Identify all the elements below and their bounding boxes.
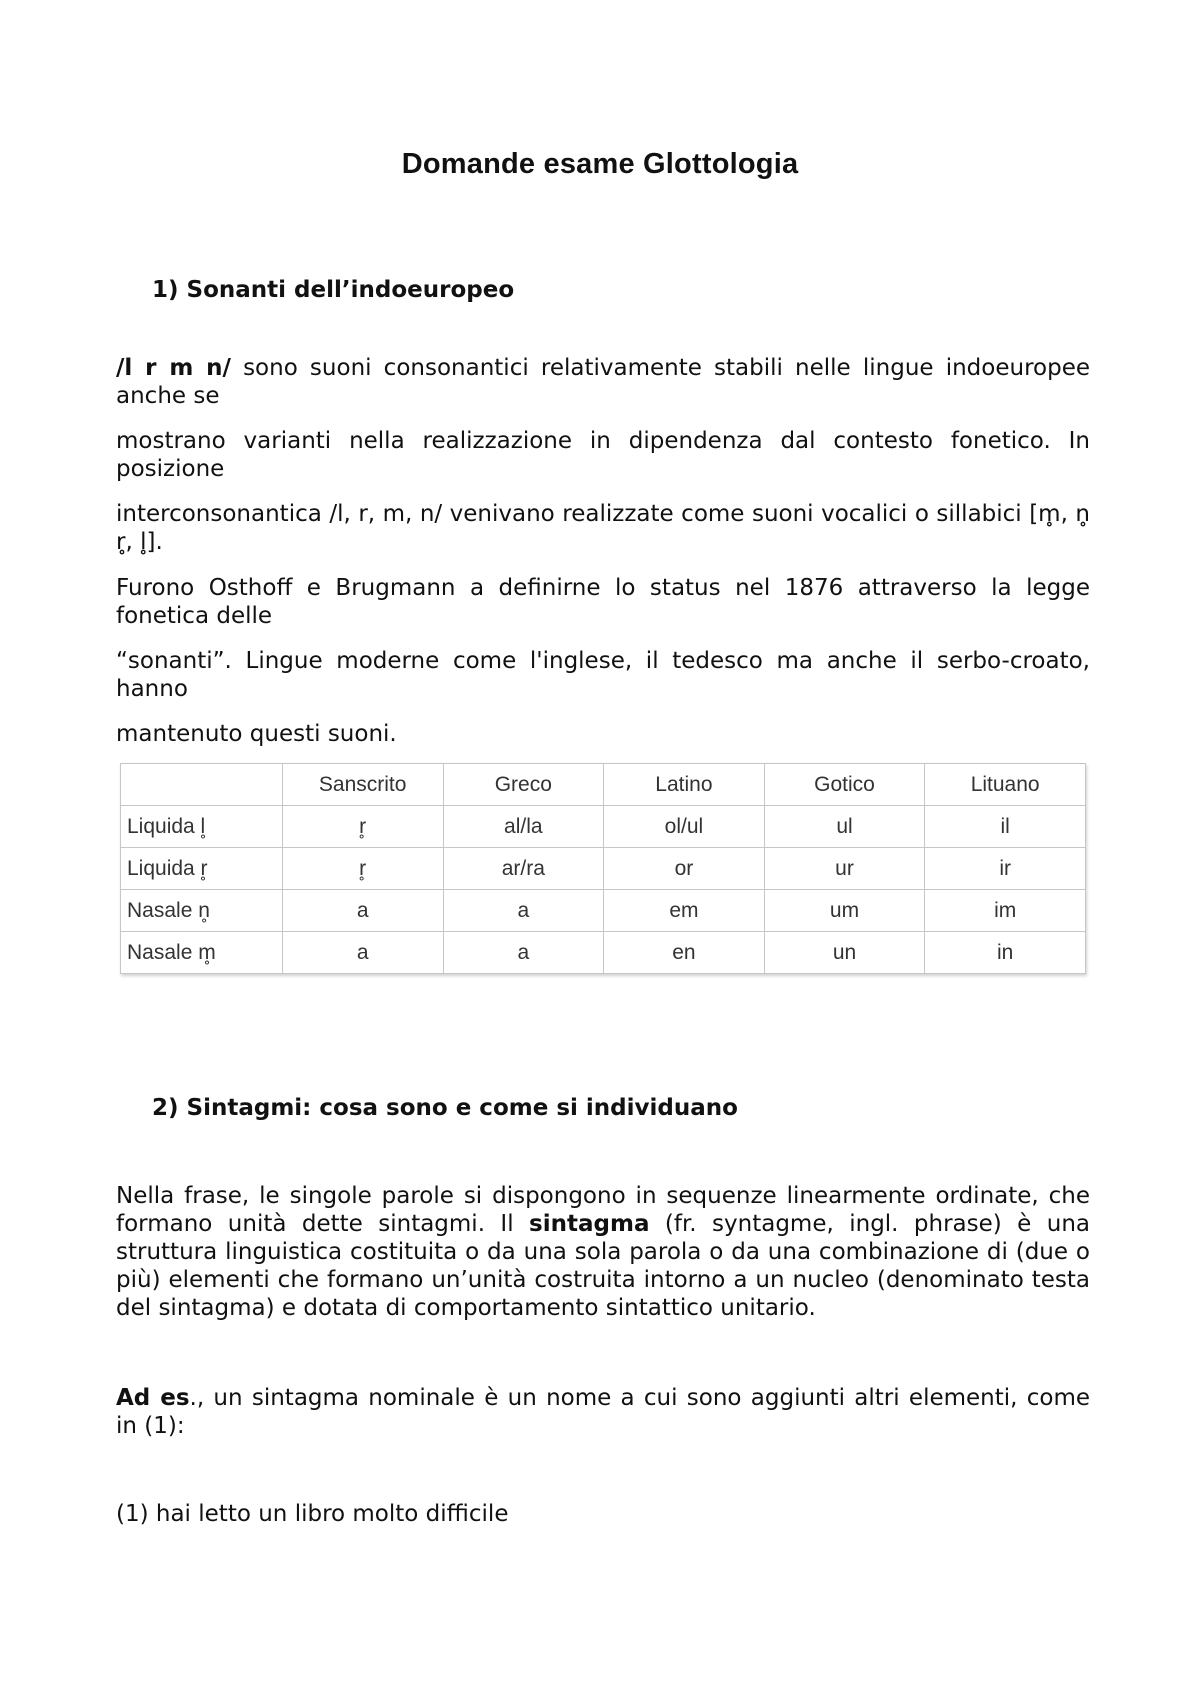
table-row	[121, 890, 1086, 932]
table-header-cell: Gotico	[764, 764, 925, 806]
table-cell: a	[282, 890, 443, 932]
section-1-line-4: Furono Osthoff e Brugmann a definirne lo status nel 1876 attraverso la legge fonetica delle	[116, 575, 1090, 629]
table-row-header: Liquida r̥	[121, 848, 283, 890]
section-1-line-3: interconsonantica /l, r, m, n/ venivano realizzate come suoni vocalici o sillabici [m̥, n̥ r̥, l̥].	[116, 501, 1090, 555]
table-cell: ir	[925, 848, 1086, 890]
example-lead: Ad es	[116, 1385, 190, 1411]
section-1-line-2: mostrano varianti nella realizzazione in dipendenza dal contesto fonetico. In posizione	[116, 428, 1090, 482]
table-row	[121, 932, 1086, 974]
table-cell: ol/ul	[604, 806, 765, 848]
table-cell: im	[925, 890, 1086, 932]
sintagma-term: sintagma	[529, 1211, 650, 1237]
table-header-cell: Sanscrito	[282, 764, 443, 806]
section-1-heading: 1) Sonanti dell’indoeuropeo	[152, 277, 515, 303]
example-sentence: (1) hai letto un libro molto difficile	[116, 1501, 509, 1527]
table-cell: en	[604, 932, 765, 974]
table-cell: a	[443, 890, 604, 932]
sonants-phonemes: /l r m n/	[116, 355, 231, 381]
section-1-line-6: mantenuto questi suoni.	[116, 721, 397, 747]
table-cell: un	[764, 932, 925, 974]
table-row	[121, 806, 1086, 848]
table-cell: in	[925, 932, 1086, 974]
table-header-cell: Greco	[443, 764, 604, 806]
table-header-cell	[121, 764, 283, 806]
table-cell: a	[443, 932, 604, 974]
table-cell: a	[282, 932, 443, 974]
section-1-line-1-text: sono suoni consonantici relativamente stabili nelle lingue indoeuropee anche se	[116, 355, 1090, 409]
table-cell: il	[925, 806, 1086, 848]
table-cell: r̥	[282, 848, 443, 890]
table-cell: ar/ra	[443, 848, 604, 890]
table-cell: ul	[764, 806, 925, 848]
section-2-paragraph-2	[116, 1384, 1090, 1440]
table-cell: al/la	[443, 806, 604, 848]
section-2-heading: 2) Sintagmi: cosa sono e come si individuano	[152, 1095, 738, 1121]
section-2-paragraph-1-post: (fr. syntagme, ingl. phrase) è una struttura linguistica costituita o da una sola parola o da una combinazione di (due o più) elementi che formano un’unità costruita intorno a un nucleo (denominato testa del sintagma) e dotata di comportamento sintattico unitario.	[116, 1211, 1091, 1321]
table-cell: em	[604, 890, 765, 932]
table-header-cell: Latino	[604, 764, 765, 806]
section-1-line-1	[116, 354, 1090, 410]
sonants-table	[120, 763, 1086, 974]
document-title: Domande esame Glottologia	[401, 148, 799, 180]
table-cell: r̥	[282, 806, 443, 848]
table-cell: ur	[764, 848, 925, 890]
section-2-paragraph-1-pre: Nella frase, le singole parole si dispongono in sequenze linearmente ordinate, che formano unità dette sintagmi. Il	[116, 1183, 1090, 1237]
table-row	[121, 848, 1086, 890]
table-row-header: Nasale m̥	[121, 932, 283, 974]
table-cell: or	[604, 848, 765, 890]
section-2-paragraph-1	[116, 1182, 1090, 1322]
section-2-paragraph-2-text: ., un sintagma nominale è un nome a cui sono aggiunti altri elementi, come in (1):	[116, 1385, 1091, 1439]
table-header-cell: Lituano	[925, 764, 1086, 806]
table-row-header: Nasale n̥	[121, 890, 283, 932]
table-header-row	[121, 764, 1086, 806]
table-row-header: Liquida l̥	[121, 806, 283, 848]
section-1-line-5: “sonanti”. Lingue moderne come l'inglese, il tedesco ma anche il serbo-croato, hanno	[116, 648, 1090, 702]
table-cell: um	[764, 890, 925, 932]
